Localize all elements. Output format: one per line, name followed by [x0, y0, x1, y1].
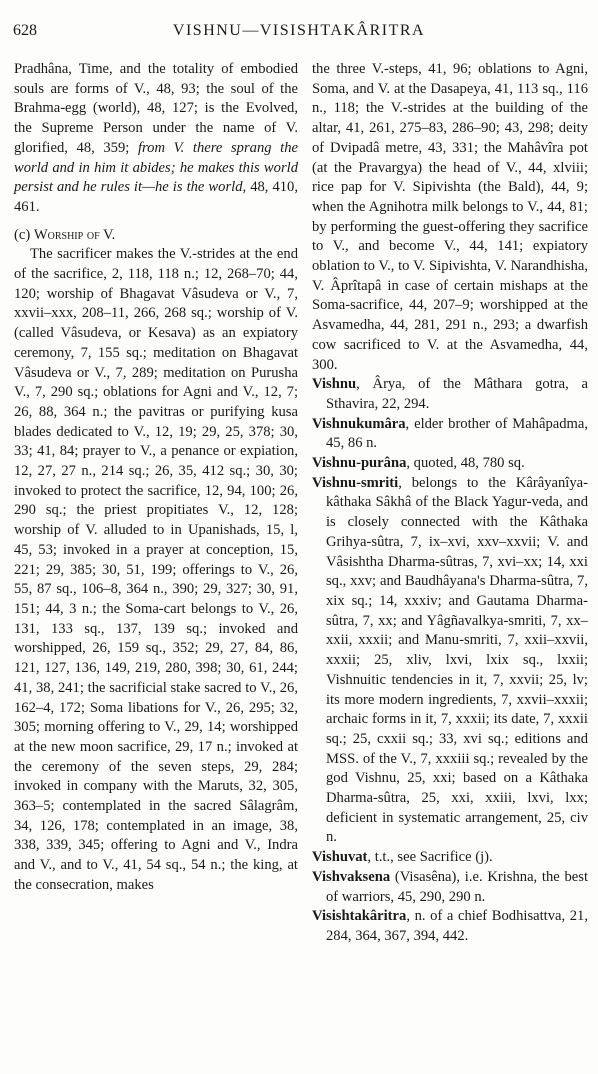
entry-term: Visishtakâritra [312, 908, 407, 925]
section-title: Worship of V. [33, 226, 116, 243]
entry-text: , quoted, 48, 780 sq. [406, 455, 525, 472]
index-entry [312, 454, 588, 474]
entry-term: Vishnu-smriti [312, 474, 399, 491]
entry-text: , belongs to the Kârâyanîya-kâthaka Sâkhâ of the Black Yagur-veda, and is closely connected with the Kâthaka Grihya-sûtra, 7, ix–xvi, xxv–xxvii; V. and Vâsishtha Dharma-sûtras, 7, xvi–xx; 14, xxi sq., xxv; and Baudhâyana's Dharma-sûtra, 7, xix sq.; 14, xxxiv; and Gautama Dharma-sûtra, 7, xx; and Yâgñavalkya-smriti, 7, xx–xxii, xxxii; and Manu-smriti, 7, xxii–xxvii, xxxii; 25, xliv, lxvi, lxix sq., lxxii; Vishnuitic tendencies in it, 7, xxvii; 25, lv; its more modern ingredients, 7, xxvii–xxxii; archaic forms in it, 7, xxxii; its date, 7, xxxii sq.; 25, cxxii sq.; 33, xvi sq.; editions and MSS. of the V., 7, xxxiii sq.; revealed by the god Vishnu, 25, xxi; based on a Kâthaka Dharma-sûtra, 25, xxi, xxiii, lxvi, lxx; deficient in systematic arrangement, 25, civ n. [326, 474, 588, 846]
entry-term: Vishnu-purâna [312, 455, 407, 472]
index-entry [312, 907, 588, 946]
entry-term: Vishvaksena [312, 868, 391, 885]
entry-text-tail: 48, 410, 461. [14, 179, 299, 215]
worship-paragraph: The sacrificer makes the V.-strides at the end of the sacrifice, 2, 118, 118 n.; 12, 268–70; 44, 120; worship of Bhagavat Vâsudeva or V., 7, xxvii–xxx, 208–11, 266, 268 sq.; worship of V. (called Vâsudeva, or Kesava) as an expiatory ceremony, 7, 155 sq.; meditation on Bhagavat Vâsudeva or V., 7, 289; meditation on Purusha V., 7, 290 sq.; oblations for Agni and V., 12, 7; 26, 88, 364 n.; the pavitras or purifying kusa blades dedicated to V., 12, 19; 29, 25, 378; 30, 33; 41, 84; prayer to V., a penance or expiation, 12, 27, 27 n., 214 sq.; 26, 35, 412 sq.; 30, 30; invoked to protect the sacrifice, 12, 94, 100; 26, 290 sq.; the priest propitiates V., 12, 128; worship of V. alluded to in Upanishads, 15, l, 45, 53; invoked in a prayer at conception, 15, 221; 29, 385; 30, 51, 199; offerings to V., 26, 55, 87 sq., 106–8, 364 n., 390; 29, 327; 30, 91, 151; 44, 3 n.; the Soma-cart belongs to V., 26, 131, 133 sq., 137, 139 sq.; invoked and worshipped, 26, 159 sq., 352; 29, 27, 84, 86, 121, 127, 136, 149, 219, 280, 398; 30, 61, 244; 41, 38, 241; the sacrificial stake sacred to V., 26, 162–4, 172; Soma libations for V., 26, 295; 32, 305; morning offering to V., 29, 14; worshipped at the new moon sacrifice, 29, 17 n.; invoked at the ceremony of the seven steps, 29, 284; invoked in company with the Maruts, 32, 305, 363–5; contemplated in the sacred Sâlagrâm, 34, 126, 178; contemplated in an image, 38, 338, 339, 345; offering to Agni and V., Indra and V., and to V., 41, 54 sq., 54 n.; the king, at the consecration, makes [14, 246, 298, 893]
index-entry [312, 474, 588, 848]
section-label: (c) [14, 226, 34, 243]
page-number: 628 [13, 22, 37, 39]
index-entry [312, 848, 588, 868]
entry-term: Vishnukumâra [312, 415, 406, 432]
index-entry [312, 415, 588, 454]
entry-text: (Visasêna), i.e. Krishna, the best of warriors, 45, 290, 290 n. [326, 868, 588, 905]
right-column [312, 60, 588, 947]
running-head: VISHNU—VISISHTAKÂRITRA [172, 22, 426, 39]
index-entry [312, 868, 588, 907]
section-heading [14, 226, 298, 246]
entry-quote: from V. there sprang the world and in him it abides; he makes this world persist and he rules it—he is the world, [14, 139, 298, 196]
entry-text: Pradhâna, Time, and the totality of embodied souls are forms of V., 48, 93; the soul of the Brahma-egg (world), 48, 127; is the Evolved, the Supreme Person under the name of V. glorified, 48, 359; [14, 61, 298, 156]
left-column [14, 60, 298, 896]
entry-term: Vishuvat [312, 849, 368, 866]
entry-text: , t.t., see Sacrifice (j). [367, 849, 493, 866]
index-entry [312, 375, 588, 414]
entry-text: , elder brother of Mahâpadma, 45, 86 n. [326, 415, 588, 452]
worship-continuation: the three V.-steps, 41, 96; oblations to Agni, Soma, and V. at the Dasapeya, 41, 113 sq., 116 n., 118; the V.-strides at the building of the altar, 41, 261, 275–83, 286–90; 43, 298; deity of Dvipadâ metre, 43, 331; the Mahâvîra pot (at the Pravargya) the head of V., 44, xlviii; rice pap for V. Sipivishta (the Bald), 44, 9; when the Agnihotra milk belongs to V., 44, 81; by performing the guest-offering they sacrifice to V., and become V., 44, 141; expiatory oblation to V., to V. Sipivishta, V. Narandhisha, V. Âprîtapâ in case of certain mishaps at the Soma-sacrifice, 44, 207–9; worshipped at the Asvamedha, 44, 281, 291 n., 293; a dwarfish cow sacrificed to V. at the Asvamedha, 44, 300. [312, 61, 588, 373]
entry-continuation [14, 60, 298, 218]
entry-term: Vishnu [312, 376, 357, 393]
entry-text: , n. of a chief Bodhisattva, 21, 284, 364, 367, 394, 442. [326, 908, 588, 944]
entry-text: , Ârya, of the Mâthara gotra, a Sthavira, 22, 294. [326, 376, 588, 412]
